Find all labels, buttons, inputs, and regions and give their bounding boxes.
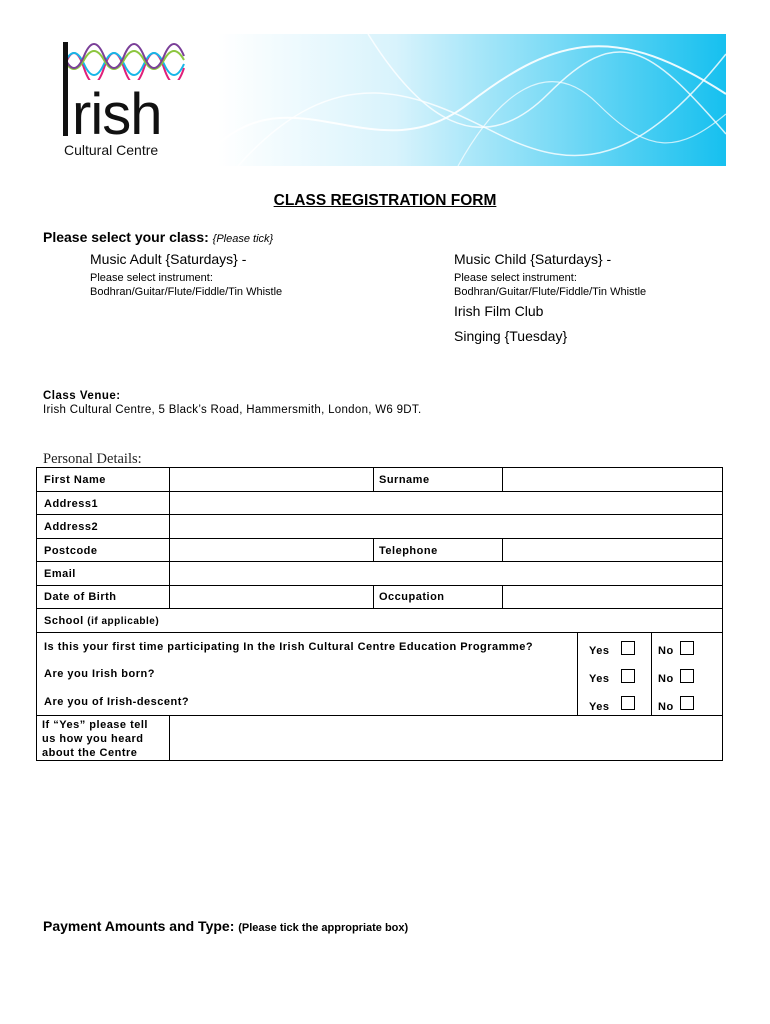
col-divider (373, 538, 374, 561)
occupation-label: Occupation (379, 591, 445, 603)
payment-note: (Please tick the appropriate box) (238, 922, 409, 934)
col-divider (373, 585, 374, 608)
logo (60, 36, 220, 166)
no-label: No (658, 701, 674, 713)
how-heard-label (42, 718, 148, 760)
yes-checkbox-first-time[interactable] (621, 641, 635, 655)
first-name-field[interactable] (170, 469, 372, 490)
no-label: No (658, 673, 674, 685)
dob-label: Date of Birth (44, 591, 117, 603)
logo-word: rish (72, 82, 162, 147)
banner-wave-graphic (218, 34, 726, 166)
address1-field[interactable] (170, 492, 721, 513)
class-select-prompt (43, 229, 273, 245)
class-select-prompt-text: Please select your class: (43, 229, 209, 245)
yes-label: Yes (589, 673, 610, 685)
payment-heading (43, 918, 408, 934)
form-title: CLASS REGISTRATION FORM (273, 192, 497, 209)
col-divider (373, 468, 374, 491)
venue-title: Class Venue: (43, 390, 121, 402)
school-note: (if applicable) (87, 616, 160, 627)
option-instrument-note (454, 271, 646, 299)
school-label (44, 615, 159, 627)
col-divider (651, 632, 652, 715)
personal-details-table (36, 467, 723, 761)
yes-label: Yes (589, 645, 610, 657)
how-heard-line: us how you heard (42, 733, 144, 745)
option-instrument-note (90, 271, 282, 299)
question-irish-born: Are you Irish born? (44, 668, 155, 680)
col-divider (577, 632, 578, 715)
instrument-list: Bodhran/Guitar/Flute/Fiddle/Tin Whistle (454, 286, 647, 298)
option-label: Music Adult {Saturdays} - (90, 251, 247, 267)
yes-checkbox-irish-born[interactable] (621, 669, 635, 683)
address2-field[interactable] (170, 515, 721, 537)
how-heard-line: about the Centre (42, 747, 138, 759)
no-checkbox-irish-descent[interactable] (680, 696, 694, 710)
personal-details-title: Personal Details: (43, 451, 142, 467)
email-label: Email (44, 568, 76, 580)
question-irish-descent: Are you of Irish-descent? (44, 696, 190, 708)
how-heard-field[interactable] (170, 716, 721, 760)
logo-i-stem (63, 42, 68, 136)
postcode-label: Postcode (44, 545, 98, 557)
address2-label: Address2 (44, 521, 99, 533)
instrument-list: Bodhran/Guitar/Flute/Fiddle/Tin Whistle (90, 286, 283, 298)
header-banner (218, 34, 726, 166)
school-label-text: School (44, 615, 84, 627)
payment-title: Payment Amounts and Type: (43, 918, 235, 934)
instrument-prompt: Please select instrument: (454, 272, 577, 284)
venue-address: Irish Cultural Centre, 5 Black’s Road, Hammersmith, London, W6 9DT. (43, 404, 422, 416)
dob-field[interactable] (170, 586, 372, 607)
instrument-prompt: Please select instrument: (90, 272, 213, 284)
surname-label: Surname (379, 474, 430, 486)
surname-field[interactable] (503, 469, 721, 490)
how-heard-line: If “Yes” please tell (42, 719, 148, 731)
telephone-label: Telephone (379, 545, 438, 557)
option-label: Singing {Tuesday} (454, 328, 568, 344)
email-field[interactable] (170, 562, 721, 584)
postcode-field[interactable] (170, 539, 372, 560)
class-select-hint: {Please tick} (212, 233, 274, 245)
wave-logo-icon (60, 36, 190, 80)
address1-label: Address1 (44, 498, 99, 510)
logo-subtitle: Cultural Centre (64, 142, 159, 158)
yes-label: Yes (589, 701, 610, 713)
occupation-field[interactable] (503, 586, 721, 607)
telephone-field[interactable] (503, 539, 721, 560)
first-name-label: First Name (44, 474, 106, 486)
option-label: Irish Film Club (454, 303, 544, 319)
school-field[interactable] (170, 609, 721, 631)
option-label: Music Child {Saturdays} - (454, 251, 612, 267)
row-divider (37, 632, 722, 633)
no-label: No (658, 645, 674, 657)
no-checkbox-irish-born[interactable] (680, 669, 694, 683)
question-first-time: Is this your first time participating In the Irish Cultural Centre Education Programme? (44, 641, 534, 653)
yes-checkbox-irish-descent[interactable] (621, 696, 635, 710)
no-checkbox-first-time[interactable] (680, 641, 694, 655)
